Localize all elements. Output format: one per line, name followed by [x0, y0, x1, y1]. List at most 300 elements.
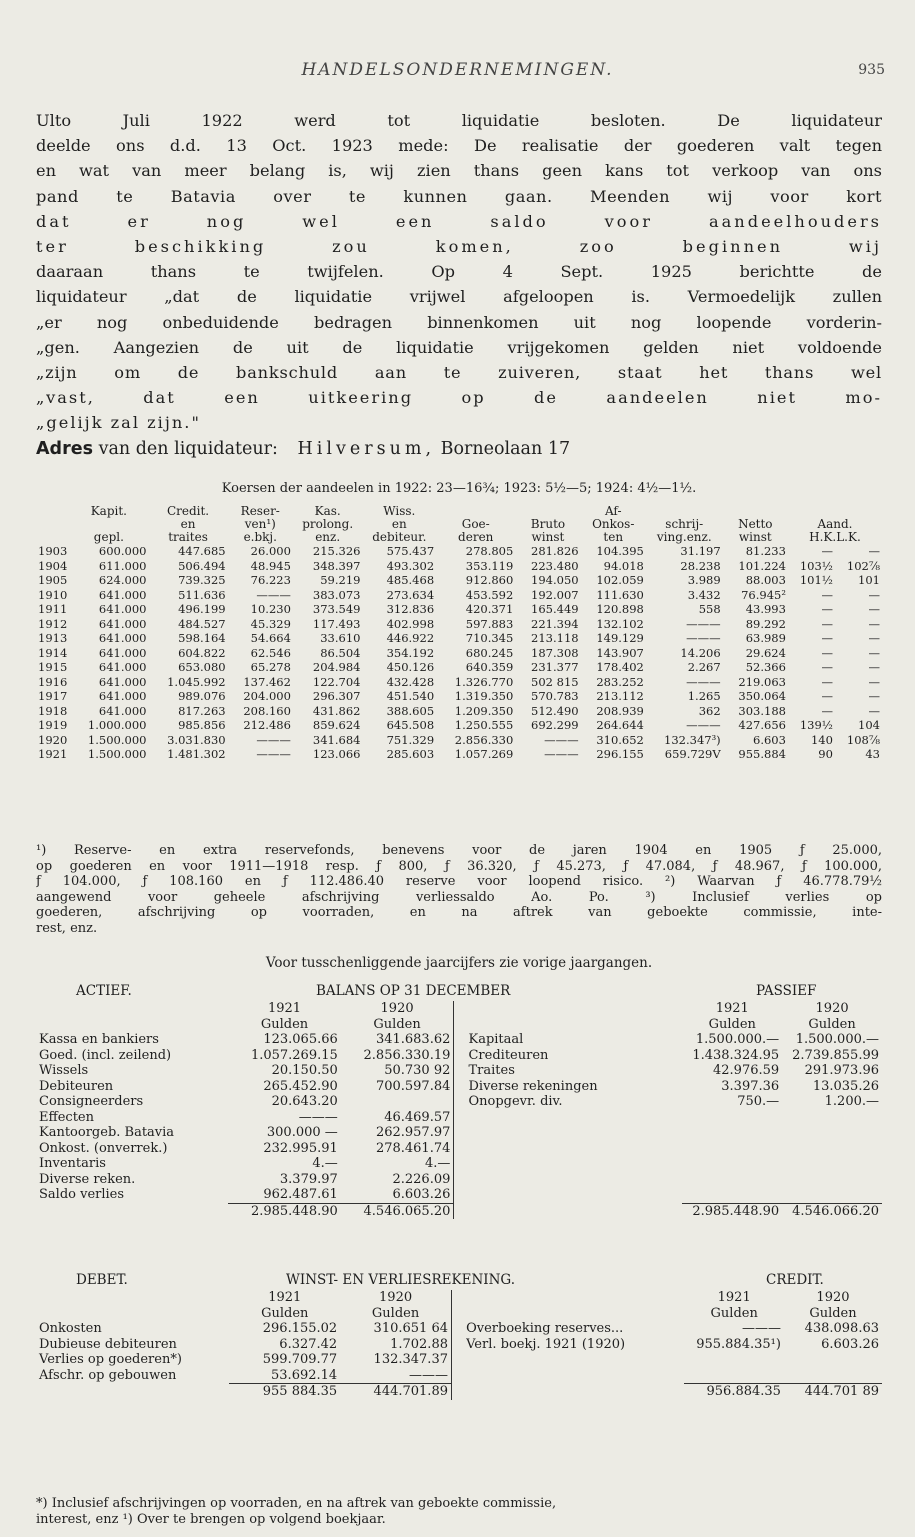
table-cell: 45.329: [250, 616, 291, 631]
account-value: [341, 1094, 454, 1110]
table-cell: 641.000: [98, 703, 147, 718]
unit-label: Gulden: [809, 1305, 857, 1321]
table-row: [36, 602, 882, 617]
table-cell: 192.007: [531, 587, 579, 602]
table-cell: 912.860: [465, 573, 514, 587]
adres-text: van den liquidateur:: [98, 439, 278, 460]
account-value: 1.702.88: [390, 1336, 448, 1352]
table-row: [36, 718, 882, 733]
table-cell: 123.066: [312, 747, 361, 761]
account-value: [782, 1125, 882, 1141]
account-label: Kapitaal: [468, 1032, 524, 1047]
account-value: 438.098.63: [804, 1321, 879, 1336]
col-head: gepl.: [93, 530, 124, 544]
year-label: 1921: [268, 1290, 302, 1305]
table-cell: 641.000: [98, 587, 147, 602]
year-cell: 1911: [38, 602, 68, 616]
account-label: Dubieuse debiteuren: [39, 1336, 177, 1352]
table-cell: 43: [865, 747, 880, 761]
table-cell: 101: [858, 573, 880, 587]
total-value: 956.884.35: [684, 1384, 783, 1400]
year-label: 1921: [717, 1290, 751, 1305]
table-cell: 273.634: [386, 587, 435, 602]
table-cell: 89.292: [745, 616, 786, 631]
table-cell: 231.377: [531, 660, 579, 674]
table-cell: —: [868, 703, 880, 718]
table-cell: 341.684: [312, 732, 361, 747]
col-head: debiteur.: [372, 530, 427, 544]
table-cell: 641.000: [98, 689, 147, 703]
financial-table-body: [36, 544, 882, 762]
year-cell: 1914: [38, 645, 68, 660]
account-value: 2.856.330.19: [363, 1047, 451, 1063]
table-cell: 3.989: [687, 573, 721, 587]
account-label: [465, 1110, 682, 1126]
col-head: Af-: [604, 504, 622, 518]
column-separator: [454, 1048, 466, 1064]
table-cell: 1.000.000: [87, 718, 147, 732]
table-notes: [36, 843, 882, 936]
unit-label: Gulden: [371, 1305, 420, 1321]
table-cell: 450.126: [386, 660, 435, 674]
account-value: 296.155.02: [262, 1321, 338, 1336]
account-value: [682, 1187, 782, 1203]
table-cell: 120.898: [596, 602, 644, 616]
table-cell: 659.729V: [664, 747, 721, 761]
adres-city: Hilversum,: [297, 439, 436, 460]
winst-title: WINST- EN VERLIESREKENING.: [286, 1272, 516, 1288]
total-value: 4.546.066.20: [782, 1203, 882, 1219]
account-value: [782, 1187, 882, 1203]
table-row: [36, 747, 882, 762]
table-cell: 485.468: [386, 573, 435, 587]
table-cell: 512.490: [531, 703, 579, 718]
account-value: 278.461.74: [375, 1140, 451, 1156]
account-value: 291.973.96: [804, 1063, 879, 1078]
account-value: 955.884.35¹): [696, 1336, 781, 1352]
total-value: 444.701 89: [784, 1384, 882, 1400]
account-value: 123.065.66: [263, 1032, 338, 1047]
tussen-note: Voor tusschenliggende jaarcijfers zie vorige jaargangen.: [265, 955, 653, 971]
account-value: 6.603.26: [392, 1187, 451, 1202]
col-head: ving.enz.: [656, 530, 712, 544]
account-value: [782, 1110, 882, 1126]
table-cell: 28.238: [680, 558, 721, 573]
account-label: Diverse reken.: [39, 1171, 136, 1187]
account-value: 750.—: [737, 1094, 780, 1109]
table-cell: 680.245: [465, 645, 514, 660]
table-cell: 137.462: [243, 674, 291, 689]
column-separator: [454, 1063, 466, 1079]
table-cell: 1.265: [687, 689, 721, 703]
account-value: ———: [408, 1367, 448, 1383]
col-head: Kas.: [314, 504, 341, 518]
page-number: 935: [858, 62, 885, 78]
account-value: 232.995.91: [263, 1140, 338, 1156]
table-cell: 10.230: [250, 602, 291, 616]
table-cell: 132.102: [596, 616, 644, 631]
table-cell: 31.197: [680, 544, 721, 558]
account-value: 1.500.000.—: [795, 1032, 879, 1047]
table-cell: —: [868, 616, 880, 631]
column-separator: [451, 1321, 463, 1337]
running-title: HANDELSONDERNEMINGEN.: [301, 60, 614, 80]
table-cell: 88.003: [745, 573, 786, 587]
table-cell: 81.233: [745, 544, 786, 558]
page-header: [0, 60, 915, 82]
col-head: winst: [531, 530, 565, 544]
table-cell: 139½: [799, 718, 833, 732]
table-cell: 641.000: [98, 602, 147, 616]
balans-row: [36, 1079, 882, 1095]
table-cell: 597.883: [465, 616, 514, 631]
table-cell: 641.000: [98, 645, 147, 660]
col-head: [36, 531, 69, 544]
account-value: 50.730 92: [384, 1063, 451, 1078]
table-cell: 600.000: [98, 544, 147, 558]
year-cell: 1905: [38, 573, 68, 587]
table-cell: 281.826: [531, 544, 579, 558]
table-cell: 132.347³): [664, 732, 721, 747]
col-head: en: [391, 517, 407, 531]
table-cell: 710.345: [465, 631, 514, 645]
table-cell: ———: [544, 747, 579, 761]
account-value: 4.—: [312, 1156, 338, 1171]
table-cell: 90: [818, 747, 833, 761]
table-cell: ———: [544, 732, 579, 747]
table-cell: 1.319.350: [454, 689, 514, 703]
table-cell: 558: [698, 602, 721, 616]
column-separator: [454, 1172, 466, 1188]
table-cell: 447.685: [178, 544, 226, 558]
table-cell: 219.063: [738, 674, 786, 689]
account-value: [682, 1141, 782, 1157]
table-cell: 859.624: [312, 718, 361, 732]
text-line: „gen. Aangezien de uit de liquidatie vrijgekomen gelden niet voldoende: [36, 337, 882, 357]
table-cell: 101½: [799, 573, 833, 587]
winst-table: [36, 1290, 882, 1400]
table-row: [36, 733, 882, 748]
col-head: H.K.L.K.: [809, 530, 861, 544]
account-value: 1.500.000.—: [695, 1032, 780, 1047]
account-value: 46.469.57: [384, 1109, 451, 1125]
table-cell: —: [868, 645, 880, 660]
table-cell: 985.856: [178, 718, 226, 732]
account-label: Effecten: [39, 1109, 94, 1125]
footnote-line: interest, enz ¹) Over te brengen op volgend boekjaar.: [36, 1511, 386, 1527]
account-value: 300.000 —: [266, 1125, 338, 1140]
table-row: [36, 559, 882, 574]
table-cell: —: [821, 703, 833, 718]
table-cell: 431.862: [312, 703, 361, 718]
footnote-line: *) Inclusief afschrijvingen op voorraden, en na aftrek van geboekte commissie,: [36, 1496, 557, 1511]
balans-row: [36, 1125, 882, 1141]
table-cell: 303.188: [738, 703, 786, 718]
col-head: Goe-: [461, 517, 490, 531]
total-value: 444.701.89: [340, 1384, 451, 1400]
table-cell: 575.437: [386, 544, 435, 558]
table-cell: 350.064: [738, 689, 786, 703]
balans-table: [36, 1001, 882, 1219]
adres-street: Borneolaan 17: [440, 439, 571, 460]
account-value: ———: [298, 1109, 338, 1125]
text-line: deelde ons d.d. 13 Oct. 1923 mede: De realisatie der goederen valt tegen: [36, 136, 882, 156]
account-value: [782, 1141, 882, 1157]
col-head: Wiss.: [383, 504, 416, 518]
table-cell: 373.549: [312, 602, 361, 616]
unit-label: Gulden: [260, 1016, 309, 1032]
balans-title: BALANS OP 31 DECEMBER: [316, 983, 511, 999]
koersen-line: Koersen der aandeelen in 1922: 23—16¾; 1923: 5½—5; 1924: 4½—1½.: [221, 481, 697, 496]
account-label: Inventaris: [39, 1156, 106, 1171]
account-value: [782, 1172, 882, 1188]
account-value: [684, 1368, 783, 1384]
total-value: 4.546.065.20: [341, 1203, 454, 1219]
col-head: Reser-: [240, 504, 280, 518]
table-row: [36, 588, 882, 603]
total-value: 2.985.448.90: [682, 1203, 782, 1219]
table-cell: 215.326: [312, 544, 361, 558]
col-head: [36, 518, 69, 531]
col-head: traites: [168, 530, 208, 544]
account-label: Diverse rekeningen: [468, 1078, 598, 1094]
table-row: [36, 704, 882, 719]
table-cell: 86.504: [320, 645, 361, 660]
table-cell: 493.302: [386, 558, 435, 573]
col-head: Aand.: [817, 517, 853, 531]
account-label: [463, 1352, 684, 1368]
column-separator: [451, 1368, 463, 1384]
table-cell: 624.000: [98, 573, 147, 587]
table-cell: 570.783: [531, 689, 579, 703]
account-label: Onkosten: [39, 1321, 102, 1336]
table-cell: 388.605: [386, 703, 435, 718]
account-value: 42.976.59: [713, 1063, 780, 1078]
balans-year-row: [36, 1001, 882, 1017]
table-cell: 641.000: [98, 660, 147, 674]
account-label: [465, 1172, 682, 1188]
col-head: [36, 505, 69, 518]
table-cell: 484.527: [178, 616, 226, 631]
table-cell: 111.630: [596, 587, 644, 602]
year-label: 1920: [816, 1290, 850, 1305]
table-cell: 446.922: [386, 631, 435, 645]
table-cell: 427.656: [738, 718, 786, 732]
account-label: Onopgevr. div.: [468, 1094, 563, 1109]
table-cell: 108⅞: [846, 732, 880, 747]
table-cell: 117.493: [312, 616, 361, 631]
table-cell: 640.359: [465, 660, 514, 674]
table-cell: 496.199: [178, 602, 226, 616]
table-cell: 165.449: [531, 602, 579, 616]
table-cell: ———: [686, 674, 721, 689]
unit-label: Gulden: [373, 1016, 421, 1032]
balans-row: [36, 1048, 882, 1064]
table-cell: 63.989: [745, 631, 786, 645]
table-cell: 955.884: [738, 747, 786, 761]
table-cell: 1.057.269: [454, 747, 514, 761]
col-head: deren: [458, 530, 494, 544]
column-separator: [454, 1125, 466, 1141]
account-value: 2.226.09: [392, 1171, 451, 1187]
account-value: [682, 1125, 782, 1141]
table-cell: 178.402: [596, 660, 644, 674]
account-value: 2.739.855.99: [792, 1047, 879, 1063]
balans-total-row: [36, 1203, 882, 1219]
note-line: ¹) Reserve- en extra reservefonds, benevens voor de jaren 1904 en 1905 ƒ 25.000,: [36, 843, 882, 858]
table-cell: 353.119: [465, 558, 514, 573]
table-cell: 212.486: [243, 718, 291, 732]
col-head: winst: [738, 530, 772, 544]
table-cell: 1.209.350: [454, 703, 514, 718]
col-head: enz.: [315, 530, 341, 544]
table-cell: 2.856.330: [454, 732, 514, 747]
table-row: [36, 544, 882, 559]
table-cell: 739.325: [178, 573, 226, 587]
unit-label: Gulden: [708, 1016, 756, 1032]
table-cell: 506.494: [178, 558, 226, 573]
text-line: ter beschikking zou komen, zoo beginnen wij: [36, 236, 882, 256]
account-value: ———: [741, 1321, 781, 1336]
balans-row: [36, 1110, 882, 1126]
table-cell: —: [868, 689, 880, 703]
table-cell: 6.603: [753, 732, 786, 747]
winst-heading: [36, 1272, 882, 1290]
table-row: [36, 631, 882, 646]
table-cell: 283.252: [596, 674, 644, 689]
total-value: 955 884.35: [229, 1384, 340, 1400]
winst-row: [36, 1352, 882, 1368]
winst-right-head: CREDIT.: [766, 1272, 824, 1288]
winst-year-row: [36, 1290, 882, 1306]
year-cell: 1921: [38, 747, 68, 761]
table-cell: 611.000: [98, 558, 147, 573]
table-cell: 3.432: [687, 587, 721, 602]
table-row: [36, 689, 882, 704]
text-line: liquidateur „dat de liquidatie vrijwel afgeloopen is. Vermoedelijk zullen: [36, 287, 882, 307]
table-cell: —: [821, 616, 833, 631]
table-row: [36, 646, 882, 661]
winst-row: [36, 1337, 882, 1353]
table-cell: 3.031.830: [167, 732, 226, 747]
note-line: aangewend voor geheele afschrijving verliessaldo Ao. Po. ³) Inclusief verlies op: [36, 889, 882, 905]
table-cell: 221.394: [531, 616, 579, 631]
table-cell: ———: [686, 616, 721, 631]
col-head: ven¹): [244, 517, 276, 531]
table-cell: 102⅞: [846, 558, 880, 573]
table-cell: —: [821, 587, 833, 602]
table-cell: 641.000: [98, 616, 147, 631]
account-value: 6.327.42: [279, 1336, 338, 1352]
table-cell: 641.000: [98, 631, 147, 645]
column-separator: [454, 1156, 466, 1172]
year-cell: 1918: [38, 703, 68, 718]
total-value: 2.985.448.90: [228, 1203, 341, 1219]
account-value: 700.597.84: [375, 1078, 451, 1094]
winst-row: [36, 1368, 882, 1384]
account-label: Traites: [468, 1063, 515, 1078]
table-cell: 296.155: [596, 747, 644, 761]
balans-row: [36, 1141, 882, 1157]
account-value: 341.683.62: [375, 1032, 451, 1047]
balans-row: [36, 1063, 882, 1079]
table-cell: —: [868, 544, 880, 558]
column-separator: [454, 1187, 466, 1203]
text-line: daaraan thans te twijfelen. Op 4 Sept. 1925 berichtte de: [36, 262, 882, 282]
table-cell: 1.481.302: [167, 747, 226, 761]
account-value: [784, 1368, 882, 1384]
table-cell: 432.428: [386, 674, 435, 689]
col-head: Bruto: [530, 517, 566, 531]
table-cell: ———: [256, 587, 291, 602]
table-row: [36, 675, 882, 690]
account-label: Verlies op goederen*): [39, 1352, 182, 1367]
table-cell: ———: [256, 732, 291, 747]
table-cell: 204.000: [243, 689, 291, 703]
account-value: 1.200.—: [824, 1094, 879, 1109]
account-label: Overboeking reserves...: [466, 1321, 624, 1336]
note-line: op goederen en voor 1911—1918 resp. ƒ 800, ƒ 36.320, ƒ 45.273, ƒ 47.084, ƒ 48.967, ƒ 100.000,: [36, 858, 882, 874]
table-cell: —: [868, 674, 880, 689]
text-line: „gelijk zal zijn.": [36, 413, 201, 433]
table-header-row: [36, 531, 882, 544]
table-cell: 140: [810, 732, 833, 747]
account-value: [782, 1156, 882, 1172]
table-cell: 204.984: [312, 660, 361, 674]
table-cell: 54.664: [250, 631, 291, 645]
table-cell: 48.945: [250, 558, 291, 573]
year-cell: 1903: [38, 544, 68, 558]
year-label: 1921: [715, 1001, 749, 1016]
balans-row: [36, 1172, 882, 1188]
table-cell: 52.366: [745, 660, 786, 674]
table-row: [36, 617, 882, 632]
balans-row: [36, 1156, 882, 1172]
footnote: [36, 1496, 882, 1527]
winst-left-head: DEBET.: [76, 1272, 128, 1288]
balans-left-head: ACTIEF.: [76, 983, 132, 999]
table-cell: 511.636: [178, 587, 226, 602]
column-separator: [454, 1094, 466, 1110]
account-label: [465, 1187, 682, 1203]
account-value: 6.603.26: [821, 1336, 879, 1352]
table-cell: 194.050: [531, 573, 579, 587]
adres-keyword: Adres: [36, 439, 93, 460]
col-head: prolong.: [302, 517, 354, 531]
table-cell: 143.907: [596, 645, 644, 660]
account-label: Wissels: [39, 1063, 89, 1078]
year-label: 1920: [380, 1001, 414, 1016]
account-label: [463, 1368, 684, 1384]
column-separator: [451, 1337, 463, 1353]
account-value: [684, 1352, 783, 1368]
year-label: 1920: [379, 1290, 413, 1305]
table-cell: 264.644: [596, 718, 644, 732]
table-cell: —: [868, 631, 880, 645]
table-cell: 213.118: [531, 631, 579, 645]
balans-section: [36, 983, 882, 1219]
table-cell: —: [868, 587, 880, 602]
col-head: Credit.: [166, 504, 210, 518]
col-head: Kapit.: [90, 504, 127, 518]
table-cell: —: [821, 660, 833, 674]
column-separator: [454, 1110, 466, 1126]
balans-row: [36, 1094, 882, 1110]
text-line: „er nog onbeduidende bedragen binnenkomen uit nog loopende vorderin-: [36, 312, 882, 332]
account-label: [465, 1141, 682, 1157]
col-head: en: [180, 517, 196, 531]
table-cell: 604.822: [178, 645, 226, 660]
